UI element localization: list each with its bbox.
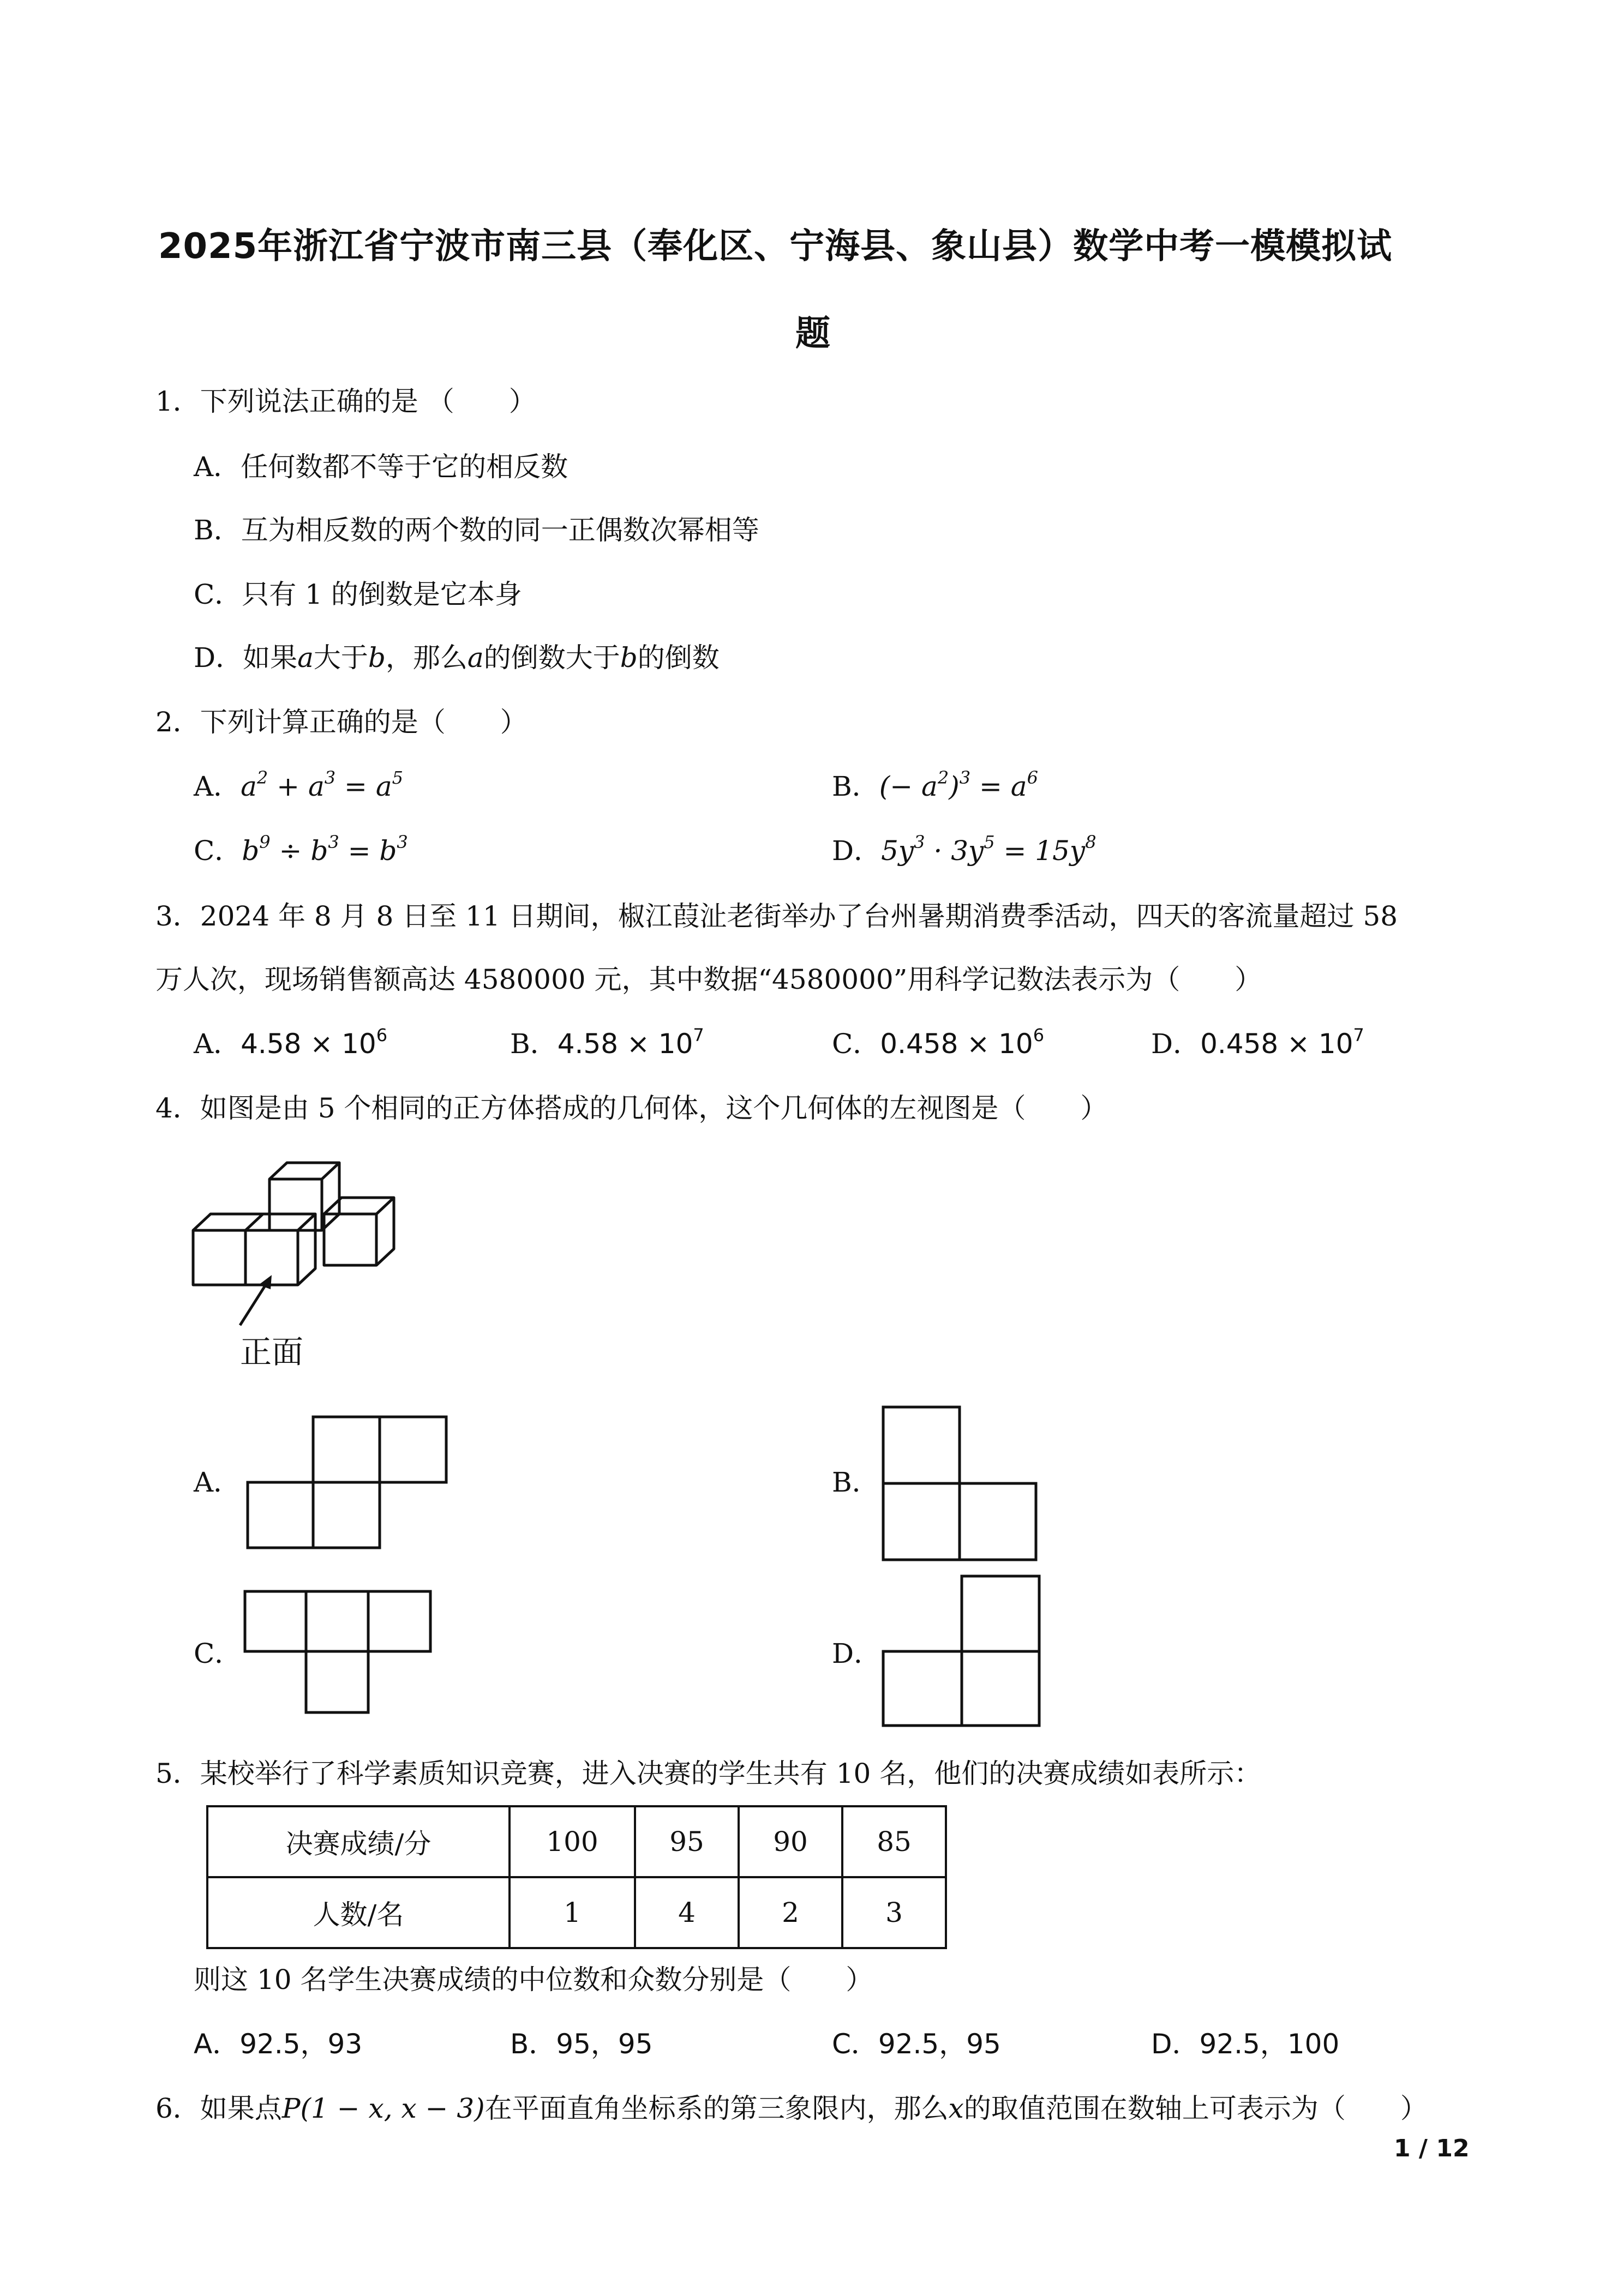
q2-option-b bbox=[832, 767, 1038, 803]
q3-line1: 3．2024 年 8 月 8 日至 11 日期间，椒江葭沚老街举办了台州暑期消费季活动，四天的客流量超过 58 bbox=[155, 900, 1398, 932]
q6-stem bbox=[155, 2092, 1428, 2125]
q2-stem: 2．下列计算正确的是（ ） bbox=[155, 706, 528, 738]
q4-option-c-view bbox=[243, 1589, 439, 1720]
table-cell: 1 bbox=[510, 1877, 635, 1948]
table-cell: 95 bbox=[635, 1806, 739, 1877]
q2-a-formula: $a^2 + a^3 = a^5$ bbox=[241, 767, 403, 802]
q3-c-label: C． bbox=[832, 1028, 880, 1060]
page-number: 1 / 12 bbox=[1394, 2135, 1470, 2162]
q1-d-var-b: b bbox=[368, 642, 386, 674]
q3-d-label: D． bbox=[1151, 1028, 1201, 1060]
q1-d-var-a2: a bbox=[467, 642, 484, 674]
q3-d-value: $0.458 \times 10^7$ bbox=[1200, 1025, 1364, 1060]
q3-b-value: $4.58 \times 10^7$ bbox=[557, 1025, 704, 1060]
q2-b-label: B． bbox=[832, 771, 879, 802]
q6-mid: 在平面直角坐标系的第三象限内，那么 bbox=[484, 2093, 949, 2124]
table-row bbox=[207, 1877, 946, 1948]
q1-stem: 1．下列说法正确的是 （ ） bbox=[155, 386, 536, 417]
q4-option-c-label: C． bbox=[194, 1638, 242, 1669]
doc-title-line1: 2025年浙江省宁波市南三县（奉化区、宁海县、象山县）数学中考一模模拟试 bbox=[158, 226, 1393, 267]
q6-prefix: 6．如果点 bbox=[155, 2093, 282, 2124]
q1-option-a: A．任何数都不等于它的相反数 bbox=[194, 451, 568, 483]
q2-b-formula: (− $a^2)^3 = a^6$ bbox=[879, 767, 1038, 802]
table-cell: 90 bbox=[739, 1806, 842, 1877]
q3-option-c bbox=[832, 1027, 1044, 1060]
q6-var: x bbox=[948, 2093, 964, 2124]
q3-line2: 万人次，现场销售额高达 4580000 元，其中数据“4580000”用科学记数法表示为（ ） bbox=[155, 964, 1262, 995]
q2-option-c bbox=[194, 834, 408, 867]
q4-option-b-label: B． bbox=[832, 1466, 879, 1498]
q3-a-label: A． bbox=[194, 1028, 241, 1060]
q4-option-b-view bbox=[881, 1405, 1045, 1568]
q1-d-suffix: 的倒数 bbox=[637, 642, 720, 674]
q5-stem: 5．某校举行了科学素质知识竞赛，进入决赛的学生共有 10 名，他们的决赛成绩如表所示： bbox=[155, 1758, 1262, 1789]
q4-option-a-label: A． bbox=[194, 1466, 241, 1498]
q2-d-formula: $5y^3 \cdot 3y^5 = 15y^8$ bbox=[881, 832, 1096, 867]
table-cell: 2 bbox=[739, 1877, 842, 1948]
q1-d-mid2: ，那么 bbox=[385, 642, 468, 674]
q3-option-d bbox=[1151, 1027, 1364, 1060]
q2-c-label: C． bbox=[194, 835, 242, 867]
table-cell: 4 bbox=[635, 1877, 739, 1948]
q3-option-b bbox=[510, 1027, 704, 1060]
q1-d-var-a: a bbox=[297, 642, 314, 674]
q5-option-c: C．92.5，95 bbox=[832, 2028, 1001, 2060]
q2-option-d bbox=[832, 834, 1096, 867]
doc-title-line2: 题 bbox=[795, 314, 831, 354]
q3-a-value: $4.58 \times 10^6$ bbox=[241, 1025, 388, 1060]
q5-question: 则这 10 名学生决赛成绩的中位数和众数分别是（ ） bbox=[194, 1964, 873, 1996]
q4-option-d-label: D． bbox=[832, 1638, 882, 1669]
q1-option-c: C．只有 1 的倒数是它本身 bbox=[194, 579, 522, 610]
table-cell: 人数/名 bbox=[207, 1877, 510, 1948]
q5-option-a: A．92.5，93 bbox=[194, 2028, 363, 2060]
q6-suffix: 的取值范围在数轴上可表示为（ ） bbox=[963, 2093, 1428, 2124]
q1-option-d bbox=[194, 641, 720, 674]
table-row bbox=[207, 1806, 946, 1877]
q1-d-mid1: 大于 bbox=[313, 642, 368, 674]
front-label: 正面 bbox=[240, 1333, 304, 1371]
table-cell: 3 bbox=[842, 1877, 946, 1948]
q2-a-label: A． bbox=[194, 771, 241, 802]
q1-d-prefix: D．如果 bbox=[194, 642, 298, 674]
q1-d-mid3: 的倒数大于 bbox=[483, 642, 620, 674]
table-cell: 决赛成绩/分 bbox=[207, 1806, 510, 1877]
table-cell: 85 bbox=[842, 1806, 946, 1877]
q4-option-a-view bbox=[245, 1415, 453, 1556]
q2-c-formula: $b^9 \div b^3 = b^3$ bbox=[242, 832, 408, 867]
q2-d-label: D． bbox=[832, 835, 882, 867]
q5-option-b: B．95，95 bbox=[510, 2028, 653, 2060]
score-table bbox=[206, 1805, 947, 1949]
q1-option-b: B．互为相反数的两个数的同一正偶数次幂相等 bbox=[194, 514, 759, 546]
table-cell: 100 bbox=[510, 1806, 635, 1877]
q1-d-var-b2: b bbox=[620, 642, 638, 674]
q2-option-a bbox=[194, 767, 403, 803]
q3-c-value: $0.458 \times 10^6$ bbox=[880, 1025, 1045, 1060]
q3-option-a bbox=[194, 1027, 387, 1060]
cube-solid-figure bbox=[185, 1156, 404, 1320]
q6-point: P(1 − x, x − 3) bbox=[281, 2093, 485, 2124]
q5-option-d: D．92.5，100 bbox=[1151, 2028, 1340, 2060]
q4-option-d-view bbox=[881, 1574, 1045, 1732]
q4-stem: 4．如图是由 5 个相同的正方体搭成的几何体，这个几何体的左视图是（ ） bbox=[155, 1092, 1108, 1124]
q3-b-label: B． bbox=[510, 1028, 558, 1060]
